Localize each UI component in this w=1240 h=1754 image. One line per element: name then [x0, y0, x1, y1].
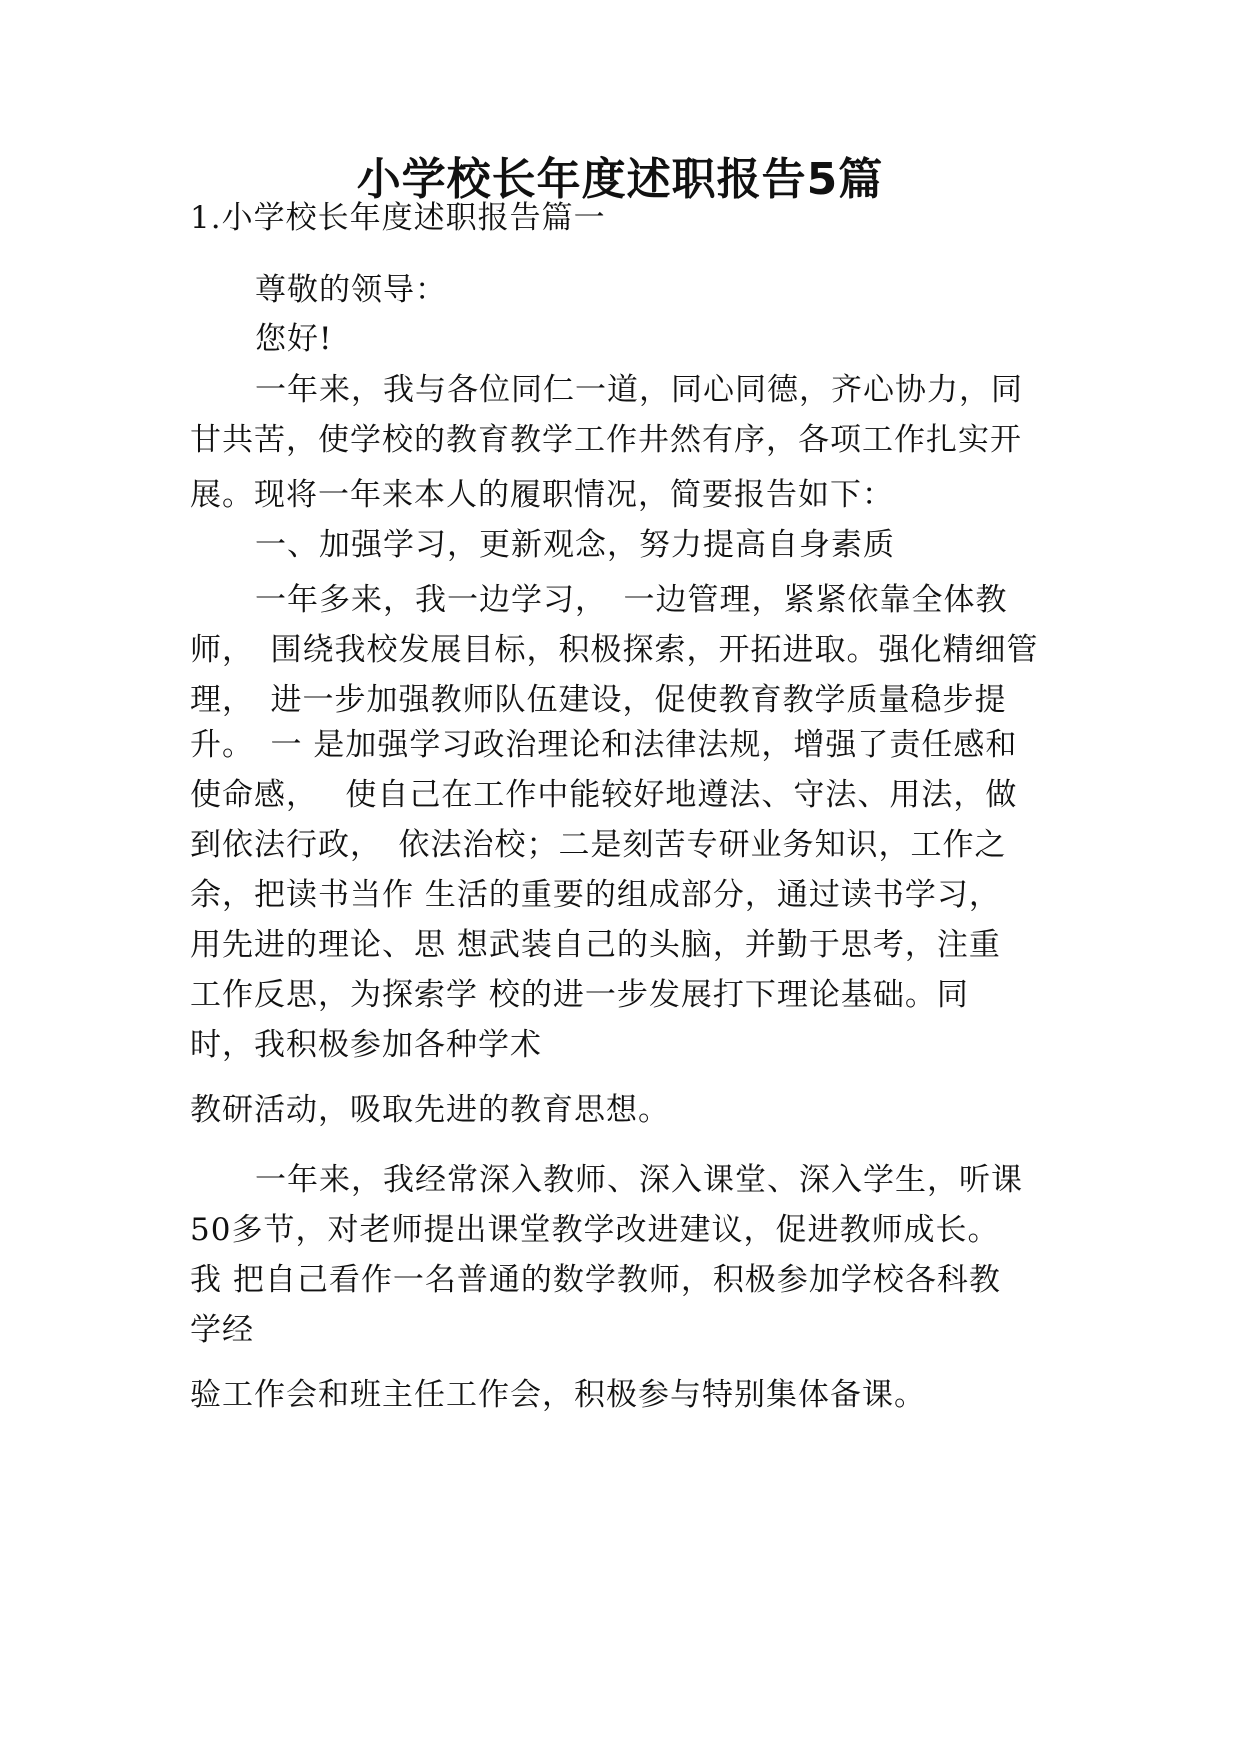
paragraph-line: 甘共苦，使学校的教育教学工作井然有序，各项工作扎实开 — [190, 422, 1022, 458]
document-title: 小学校长年度述职报告5篇 — [356, 154, 884, 205]
paragraph-line: 师， 围绕我校发展目标，积极探索，开拓进取。强化精细管 — [190, 632, 1039, 668]
subsection-heading: 一、加强学习，更新观念，努力提高自身素质 — [255, 527, 895, 563]
paragraph-line: 展。现将一年来本人的履职情况，简要报告如下： — [190, 477, 894, 513]
paragraph-line: 时，我积极参加各种学术 — [190, 1027, 542, 1063]
paragraph-line: 用先进的理论、思 想武装自己的头脑，并勤于思考，注重 — [190, 927, 1001, 963]
greeting: 您好! — [255, 321, 333, 357]
paragraph-line: 理， 进一步加强教师队伍建设，促使教育教学质量稳步提 — [190, 682, 1007, 718]
paragraph-line: 工作反思，为探索学 校的进一步发展打下理论基础。同 — [190, 977, 969, 1013]
paragraph-line: 使命感， 使自己在工作中能较好地遵法、守法、用法，做 — [190, 777, 1018, 813]
paragraph-line: 余，把读书当作 生活的重要的组成部分，通过读书学习， — [190, 877, 1001, 913]
paragraph-line: 我 把自己看作一名普通的数学教师，积极参加学校各科教 — [190, 1262, 1001, 1298]
paragraph-line: 一年来，我经常深入教师、深入课堂、深入学生，听课 — [255, 1162, 1023, 1198]
paragraph-line: 一年来，我与各位同仁一道，同心同德，齐心协力，同 — [255, 372, 1023, 408]
paragraph-line: 学经 — [190, 1312, 254, 1348]
salutation: 尊敬的领导： — [255, 272, 447, 308]
section-heading: 1.小学校长年度述职报告篇一 — [190, 200, 606, 236]
paragraph-line: 一年多来，我一边学习， 一边管理，紧紧依靠全体教 — [255, 582, 1008, 618]
paragraph-line: 升。 一 是加强学习政治理论和法律法规，增强了责任感和 — [190, 727, 1018, 763]
paragraph-line: 50多节，对老师提出课堂教学改进建议，促进教师成长。 — [190, 1212, 1000, 1248]
paragraph-line: 验工作会和班主任工作会，积极参与特别集体备课。 — [190, 1377, 926, 1413]
paragraph-line: 教研活动，吸取先进的教育思想。 — [190, 1092, 670, 1128]
paragraph-line: 到依法行政， 依法治校；二是刻苦专研业务知识，工作之 — [190, 827, 1007, 863]
